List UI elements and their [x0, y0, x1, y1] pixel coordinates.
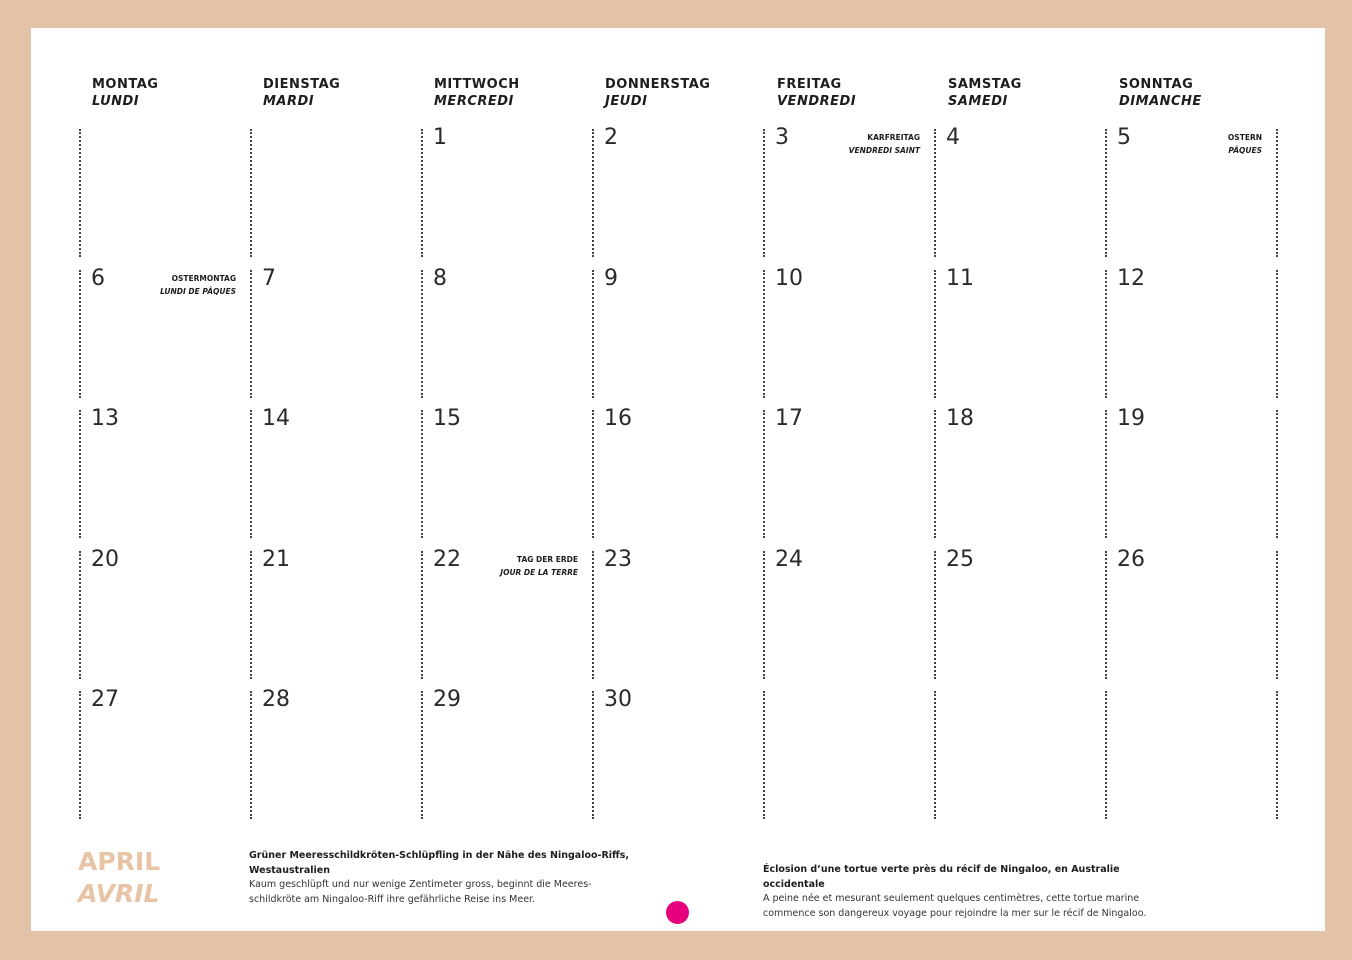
- weekday-fr: JEUDI: [605, 94, 648, 109]
- dotted-divider: [1276, 270, 1278, 398]
- day-number: 2: [604, 125, 618, 150]
- day-cell: [250, 406, 421, 540]
- day-cell: [1105, 265, 1276, 400]
- dotted-divider: [79, 129, 81, 257]
- holiday-fr: VENDREDI SAINT: [848, 146, 920, 155]
- caption-fr-body: A peine née et mesurant seulement quelques centimètres, cette tortue marine commence son dangereux voyage pour rejoindre la mer sur le récif de Ningaloo.: [763, 893, 1147, 919]
- dotted-divider: [1105, 691, 1107, 819]
- day-number: 8: [433, 265, 447, 291]
- accent-dot: [666, 901, 689, 924]
- month-title: [78, 846, 160, 910]
- day-cell: [934, 406, 1105, 540]
- weekday-de: SONNTAG: [1119, 77, 1194, 92]
- dotted-divider: [592, 551, 594, 679]
- day-cell: [79, 265, 250, 400]
- day-cell: [592, 546, 763, 681]
- day-cell: [1105, 406, 1276, 540]
- day-cell: [1105, 546, 1276, 681]
- day-cell: [79, 129, 250, 259]
- calendar-page: [31, 28, 1325, 931]
- weekday-tuesday: [263, 76, 340, 110]
- day-cell: [763, 406, 934, 540]
- dotted-divider: [1105, 129, 1107, 257]
- dotted-divider: [763, 691, 765, 819]
- dotted-divider: [1276, 691, 1278, 819]
- day-number: 29: [433, 687, 461, 712]
- weekday-fr: DIMANCHE: [1119, 94, 1202, 109]
- day-number: 17: [775, 406, 803, 431]
- day-number: 16: [604, 406, 632, 431]
- day-number: 6: [91, 265, 105, 291]
- day-cell: [592, 687, 763, 821]
- day-cell: [1105, 125, 1276, 259]
- dotted-divider: [763, 551, 765, 679]
- dotted-divider: [421, 551, 423, 679]
- dotted-divider: [79, 410, 81, 538]
- weekday-saturday: [948, 76, 1022, 110]
- weekday-fr: SAMEDI: [948, 94, 1008, 109]
- day-cell: [79, 687, 250, 821]
- dotted-divider: [592, 129, 594, 257]
- day-cell: [421, 125, 592, 259]
- dotted-divider: [1105, 270, 1107, 398]
- day-number: 14: [262, 406, 290, 431]
- dotted-divider: [250, 691, 252, 819]
- holiday-de: OSTERN: [1227, 133, 1262, 142]
- dotted-divider: [934, 410, 936, 538]
- dotted-divider: [763, 270, 765, 398]
- dotted-divider: [250, 129, 252, 257]
- weekday-de: DIENSTAG: [263, 77, 341, 92]
- weekday-wednesday: [434, 76, 520, 110]
- day-number: 21: [262, 546, 290, 572]
- dotted-divider: [79, 551, 81, 679]
- weekday-fr: MARDI: [263, 94, 315, 109]
- day-number: 26: [1117, 546, 1145, 572]
- day-cell: [763, 125, 934, 259]
- day-cell: [421, 265, 592, 400]
- day-number: 13: [91, 406, 119, 431]
- day-cell: [592, 265, 763, 400]
- day-cell: [421, 546, 592, 681]
- day-cell: [934, 265, 1105, 400]
- day-number: 28: [262, 687, 290, 712]
- day-number: 10: [775, 265, 803, 291]
- day-cell: [79, 406, 250, 540]
- dotted-divider: [421, 270, 423, 398]
- holiday-fr: PÂQUES: [1228, 146, 1262, 155]
- day-number: 7: [262, 265, 276, 291]
- dotted-divider: [421, 410, 423, 538]
- day-cell: [763, 265, 934, 400]
- weekday-fr: VENDREDI: [777, 94, 857, 109]
- holiday-de: OSTERMONTAG: [171, 273, 236, 283]
- day-number: 25: [946, 546, 974, 572]
- dotted-divider: [250, 410, 252, 538]
- holiday-label: [849, 131, 920, 157]
- weekday-de: DONNERSTAG: [605, 77, 711, 92]
- day-cell: [250, 129, 421, 259]
- weekday-de: FREITAG: [777, 77, 842, 92]
- day-cell: [250, 546, 421, 681]
- dotted-divider: [1105, 551, 1107, 679]
- day-cell: [1105, 691, 1276, 821]
- day-cell: [592, 406, 763, 540]
- day-cell: [592, 125, 763, 259]
- month-fr: AVRIL: [78, 879, 160, 908]
- day-number: 22: [433, 546, 461, 572]
- dotted-divider: [592, 691, 594, 819]
- holiday-fr: LUNDI DE PÂQUES: [160, 286, 236, 296]
- day-cell: [79, 546, 250, 681]
- dotted-divider: [1276, 129, 1278, 257]
- day-number: 23: [604, 546, 632, 572]
- dotted-divider: [592, 270, 594, 398]
- day-number: 1: [433, 125, 447, 150]
- dotted-divider: [934, 551, 936, 679]
- day-number: 15: [433, 406, 461, 431]
- weekday-friday: [777, 76, 856, 110]
- dotted-divider: [1276, 410, 1278, 538]
- day-number: 11: [946, 265, 974, 291]
- day-number: 18: [946, 406, 974, 431]
- day-number: 5: [1117, 125, 1131, 150]
- dotted-divider: [1276, 551, 1278, 679]
- weekday-fr: LUNDI: [92, 94, 140, 109]
- dotted-divider: [421, 691, 423, 819]
- day-number: 9: [604, 265, 618, 291]
- weekday-fr: MERCREDI: [434, 94, 514, 109]
- day-cell: [934, 125, 1105, 259]
- dotted-divider: [763, 129, 765, 257]
- dotted-divider: [934, 691, 936, 819]
- dotted-divider: [763, 410, 765, 538]
- day-number: 27: [91, 687, 119, 712]
- day-number: 3: [775, 125, 789, 150]
- dotted-divider: [934, 270, 936, 398]
- weekday-de: MONTAG: [92, 77, 159, 92]
- dotted-divider: [421, 129, 423, 257]
- weekday-thursday: [605, 76, 710, 110]
- holiday-de: KARFREITAG: [867, 133, 920, 142]
- holiday-de: TAG DER ERDE: [516, 554, 578, 564]
- month-de: APRIL: [78, 847, 161, 876]
- dotted-divider: [592, 410, 594, 538]
- dotted-divider: [79, 270, 81, 398]
- caption-de-title: Grüner Meeresschildkröten-Schlüpfling in der Nähe des Ningaloo-Riffs, Westaustralien: [249, 850, 629, 876]
- day-number: 20: [91, 546, 119, 572]
- caption-fr: [763, 863, 1183, 921]
- dotted-divider: [79, 691, 81, 819]
- day-number: 19: [1117, 406, 1145, 431]
- dotted-divider: [934, 129, 936, 257]
- weekday-sunday: [1119, 76, 1202, 110]
- holiday-fr: JOUR DE LA TERRE: [500, 567, 578, 577]
- caption-de-body: Kaum geschlüpft und nur wenige Zentimeter gross, beginnt die Meeres-schildkröte am Ningaloo-Riff ihre gefährliche Reise ins Meer.: [249, 879, 592, 905]
- day-cell: [250, 265, 421, 400]
- weekday-de: MITTWOCH: [434, 77, 520, 92]
- day-cell: [421, 687, 592, 821]
- caption-fr-title: Éclosion d’une tortue verte près du récif de Ningaloo, en Australie occidentale: [763, 864, 1120, 890]
- weekday-monday: [92, 76, 158, 110]
- day-number: 12: [1117, 265, 1145, 291]
- day-cell: [763, 546, 934, 681]
- holiday-label: [160, 272, 236, 298]
- day-number: 24: [775, 546, 803, 572]
- holiday-label: [1228, 131, 1262, 157]
- day-cell: [421, 406, 592, 540]
- dotted-divider: [250, 270, 252, 398]
- dotted-divider: [1105, 410, 1107, 538]
- day-cell: [934, 546, 1105, 681]
- dotted-divider: [250, 551, 252, 679]
- weekday-de: SAMSTAG: [948, 77, 1022, 92]
- holiday-label: [500, 553, 578, 579]
- day-cell: [763, 691, 934, 821]
- day-number: 30: [604, 687, 632, 712]
- day-cell: [934, 691, 1105, 821]
- caption-de: [249, 849, 629, 907]
- day-cell: [250, 687, 421, 821]
- day-number: 4: [946, 125, 960, 150]
